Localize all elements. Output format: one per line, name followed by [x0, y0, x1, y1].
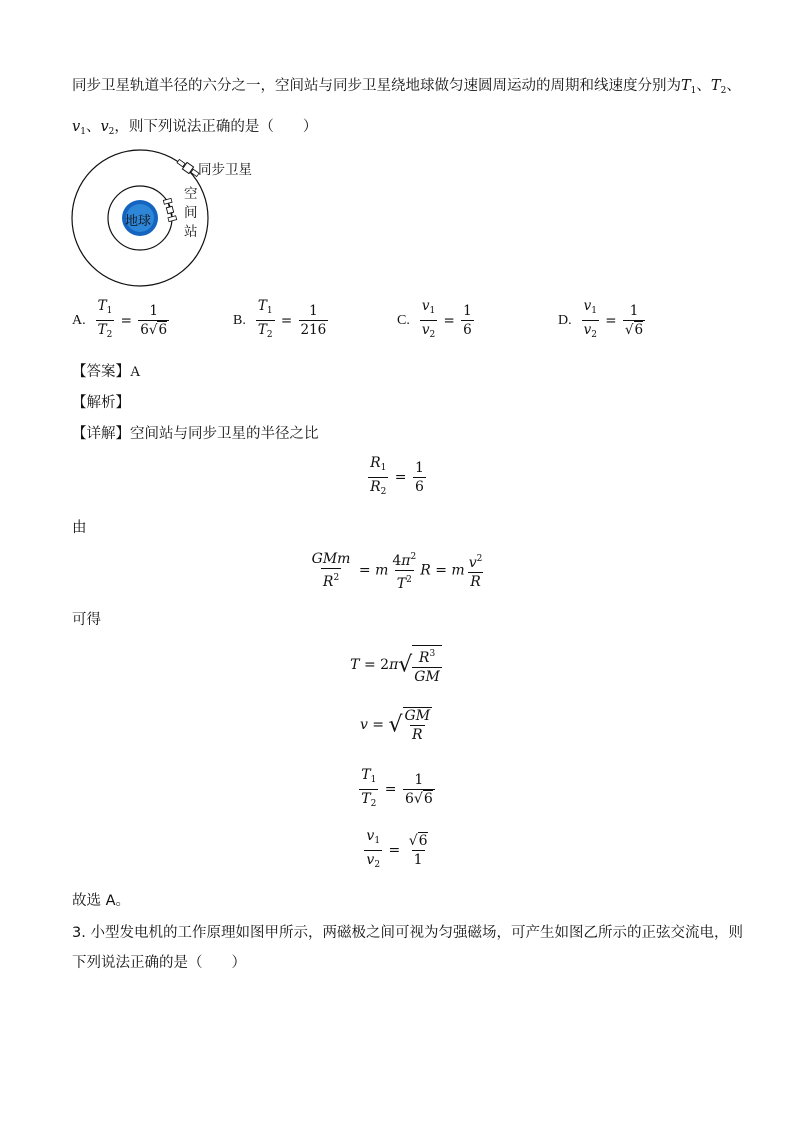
station-label: 空 间 站	[184, 186, 198, 240]
equation-radius-ratio: $\frac{R_1}{R_2}$ = $\frac{1}{6}$	[0, 455, 794, 500]
question-line-1: 同步卫星轨道半径的六分之一，空间站与同步卫星绕地球做匀速圆周运动的周期和线速度分别为$T_1$、$T_2$、	[72, 78, 741, 96]
analysis-label: 【解析】	[72, 395, 130, 411]
question3-line-1: 3. 小型发电机的工作原理如图甲所示，两磁极之间可视为匀强磁场，可产生如图乙所示的正弦交流电，则	[72, 925, 743, 941]
equation-gravity: $\frac{\text{GMm}}{R^2}$ = m $\frac{4\pi^2}{T^2}$ R = m $\frac{v^2}{R}$	[311, 551, 483, 592]
answer-line: 【答案】A	[72, 364, 141, 380]
symbol-T2: T	[710, 78, 721, 94]
question-line-2: $v_1$、$v_2$，则下列说法正确的是（ ）	[72, 119, 318, 137]
option-c[interactable]: C. $\frac{v_1}{v_2}$ = $\frac{1}{6}$	[397, 298, 476, 343]
option-d[interactable]: D. $\frac{v_1}{v_2}$ = $\frac{1}{√6}$	[558, 298, 647, 343]
equation-velocity-ratio: $\frac{v_1}{v_2}$ = $\frac{√6}{1}$	[0, 828, 794, 873]
earth-label: 地球	[125, 214, 152, 229]
conclusion: 故选 A。	[72, 893, 131, 909]
symbol-T1: T	[681, 78, 691, 94]
word-you: 由	[72, 520, 87, 536]
satellite-label: 同步卫星	[198, 162, 252, 178]
symbol-v1: v	[72, 119, 81, 135]
detail-line: 【详解】空间站与同步卫星的半径之比	[72, 426, 319, 442]
option-a[interactable]: A. $\frac{T_1}{T_2}$ = $\frac{1}{6√6}$	[72, 298, 171, 343]
option-b[interactable]: B. $\frac{T_1}{T_2}$ = $\frac{1}{216}$	[233, 298, 330, 343]
symbol-v2: v	[100, 119, 109, 135]
space-station-icon	[163, 198, 176, 221]
equation-velocity: v = √ $\frac{GM}{R}$	[359, 708, 431, 743]
question3-line-2: 下列说法正确的是（ ）	[72, 955, 246, 971]
equation-period-ratio: $\frac{T_1}{T_2}$ = $\frac{1}{6√6}$	[0, 767, 794, 812]
equation-period: T = 2π√ $\frac{R^3}{GM}$	[0, 645, 794, 685]
word-kede: 可得	[72, 612, 101, 628]
satellite-icon	[176, 158, 200, 178]
